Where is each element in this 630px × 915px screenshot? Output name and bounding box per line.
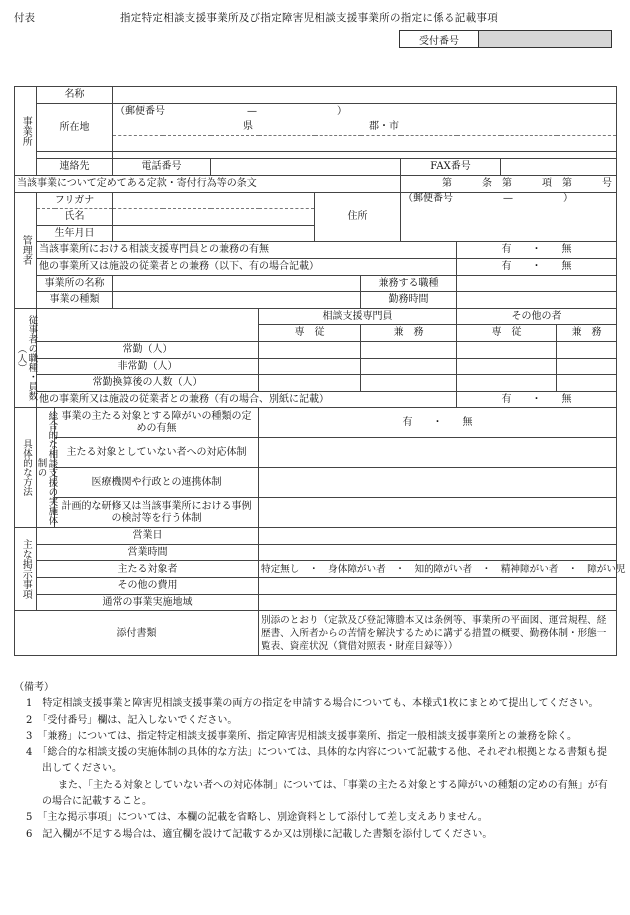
label-non-target-response: 主たる対象としていない者への対応体制 [55, 438, 259, 468]
jokin-kenmu-1[interactable] [361, 341, 457, 358]
hijokin-kenmu-2[interactable] [557, 358, 617, 375]
label-gun-shi: 郡・市 [369, 121, 399, 133]
notes-label: （備考） [14, 682, 54, 693]
label-kenmu-post: 兼務する職種 [361, 275, 457, 292]
jokin-senju-1[interactable] [259, 341, 361, 358]
kansan-kenmu-2[interactable] [557, 375, 617, 392]
label-hijokin: 非常勤（人） [37, 358, 259, 375]
label-other-cost: その他の費用 [37, 578, 259, 595]
address-row[interactable] [113, 119, 617, 135]
label-senju-1: 専 従 [259, 325, 361, 342]
manager-name-field[interactable] [113, 209, 315, 226]
attachments-text: 別添のとおり（定款及び登記簿謄本又は条例等、事業所の平面図、運営規程、経歴書、入所者からの苦情を解決するために講ずる措置の概要、勤務体制・形態一覧表、資産状況（貸借対照表・財産目録等）） [259, 611, 617, 656]
eigyojikan-field[interactable] [259, 544, 617, 561]
label-business-type: 事業の種類 [37, 292, 113, 309]
non-target-response-field[interactable] [259, 438, 617, 468]
label-location: 所在地 [37, 103, 113, 152]
label-main-target: 主たる対象者 [37, 561, 259, 578]
main-target-choice[interactable]: 特定無し ・ 身体障がい者 ・ 知的障がい者 ・ 精神障がい者 ・ 障がい児 [259, 561, 617, 578]
label-name: 名称 [37, 87, 113, 104]
label-contact: 連絡先 [37, 159, 113, 176]
manager-address-field[interactable] [401, 192, 617, 242]
kansan-senju-1[interactable] [259, 375, 361, 392]
other-cost-field[interactable] [259, 578, 617, 595]
address-detail-field[interactable] [113, 135, 617, 152]
label-furigana: フリガナ [37, 192, 113, 209]
staff-other-kenmu-choice[interactable]: 有 ・ 無 [457, 391, 617, 408]
label-articles: 当該事業について定めてある定款・寄付行為等の条文 [15, 175, 401, 192]
label-birthdate: 生年月日 [37, 225, 113, 242]
note-1: 1 特定相談支援事業と障害児相談支援事業の両方の指定を申請する場合についても、本様式1枚にまとめて提出してください。 [26, 698, 599, 710]
facility-name-field[interactable] [113, 87, 617, 104]
label-eigyojikan: 営業時間 [37, 544, 259, 561]
label-kenmu-other: 他の事業所又は施設の従業者との兼務（以下、有の場合記載） [37, 258, 457, 275]
tel-field[interactable] [211, 159, 401, 176]
label-eigyobi: 営業日 [37, 528, 259, 545]
hijokin-senju-1[interactable] [259, 358, 361, 375]
receipt-number-box [399, 30, 612, 48]
postal-row[interactable] [113, 103, 617, 119]
section-sogo-inner: 総合的な相談支援の実施体制の [37, 408, 55, 528]
kansan-senju-2[interactable] [457, 375, 557, 392]
notes-section [14, 680, 616, 843]
business-type-field[interactable] [113, 292, 361, 309]
training-system-field[interactable] [259, 498, 617, 528]
section-keiji: 主な掲示事項 [15, 528, 37, 611]
form-title: 指定特定相談支援事業所及び指定障害児相談支援事業所の指定に係る記載事項 [120, 12, 498, 24]
label-attachments: 添付書類 [15, 611, 259, 656]
birthdate-field[interactable] [113, 225, 315, 242]
label-kenmu-2: 兼 務 [557, 325, 617, 342]
note-6: 6 記入欄が不足する場合は、適宜欄を設けて記載するか又は別様に記載した書類を添付してください。 [26, 828, 493, 840]
other-facility-name-field[interactable] [113, 275, 361, 292]
label-medical-coop: 医療機関や行政との連携体制 [55, 468, 259, 498]
hijokin-senju-2[interactable] [457, 358, 557, 375]
label-other-facility-name: 事業所の名称 [37, 275, 113, 292]
label-kansan: 常勤換算後の人数（人） [37, 375, 259, 392]
target-disability-choice[interactable]: 有 ・ 無 [259, 408, 617, 438]
note-4b: また、「主たる対象としていない者への対応体制」については、「事業の主たる対象とする障がいの種類の定めの有無」が有の場合に記載すること。 [42, 779, 608, 808]
work-hours-field[interactable] [457, 292, 617, 309]
service-area-field[interactable] [259, 594, 617, 611]
label-address: 住所 [315, 192, 401, 242]
postal-prefix: （郵便番号 [115, 105, 165, 117]
label-training-system: 計画的な研修又は当該事業所における事例の検討等を行う体制 [55, 498, 259, 528]
receipt-number-field[interactable] [479, 31, 612, 48]
fax-field[interactable] [501, 159, 617, 176]
label-staff-other-kenmu: 他の事業所又は施設の従業者との兼務（有の場合、別紙に記載） [37, 391, 457, 408]
section-manager: 管理者 [15, 192, 37, 308]
articles-number-field[interactable]: 第 条 第 項 第 号 [401, 175, 617, 192]
jokin-kenmu-2[interactable] [557, 341, 617, 358]
label-jokin: 常勤（人） [37, 341, 259, 358]
label-kenmu-1: 兼 務 [361, 325, 457, 342]
note-5: 5 「主な掲示事項」については、本欄の記載を省略し、別途資料として添付して差し支えありません。 [26, 812, 488, 824]
label-kenmu-soudan: 当該事業所における相談支援専門員との兼務の有無 [37, 242, 457, 259]
label-other-staff: その他の者 [457, 308, 617, 325]
section-jigyosho: 事業所 [15, 87, 37, 176]
medical-coop-field[interactable] [259, 468, 617, 498]
form-table [14, 86, 626, 656]
staff-header-blank [37, 308, 259, 341]
form-annex-label: 付表 [14, 12, 35, 24]
label-fax: FAX番号 [401, 159, 501, 176]
label-soudan-shien: 相談支援専門員 [259, 308, 457, 325]
kenmu-soudan-choice[interactable]: 有 ・ 無 [457, 242, 617, 259]
furigana-field[interactable] [113, 192, 315, 209]
jokin-senju-2[interactable] [457, 341, 557, 358]
eigyobi-field[interactable] [259, 528, 617, 545]
note-4: 4 「総合的な相談支援の実施体制の具体的な方法」については、具体的な内容について記載する他、それぞれ根拠となる書類も提出してください。 [26, 747, 607, 775]
label-work-hours: 勤務時間 [361, 292, 457, 309]
manager-postal: （郵便番号 — ） [403, 192, 573, 204]
section-sogo-outer: 具体的な方法 [15, 408, 37, 528]
postal-dash: — [247, 105, 257, 117]
section-staff: 従事者の職種・員数（人） [15, 308, 37, 408]
postal-close: ） [337, 105, 347, 117]
note-3: 3 「兼務」については、指定特定相談支援事業所、指定障害児相談支援事業所、指定一般相談支援事業所との兼務を除く。 [26, 730, 577, 742]
hijokin-kenmu-1[interactable] [361, 358, 457, 375]
kansan-kenmu-1[interactable] [361, 375, 457, 392]
kenmu-post-field[interactable] [457, 275, 617, 292]
label-service-area: 通常の事業実施地域 [37, 594, 259, 611]
label-senju-2: 専 従 [457, 325, 557, 342]
receipt-number-label: 受付番号 [400, 31, 479, 48]
kenmu-other-choice[interactable]: 有 ・ 無 [457, 258, 617, 275]
label-tel: 電話番号 [113, 159, 211, 176]
label-ken: 県 [243, 121, 253, 133]
label-target-disability: 事業の主たる対象とする障がいの種類の定めの有無 [55, 408, 259, 438]
label-manager-name: 氏名 [37, 209, 113, 226]
note-2: 2 「受付番号」欄は、記入しないでください。 [26, 714, 238, 726]
